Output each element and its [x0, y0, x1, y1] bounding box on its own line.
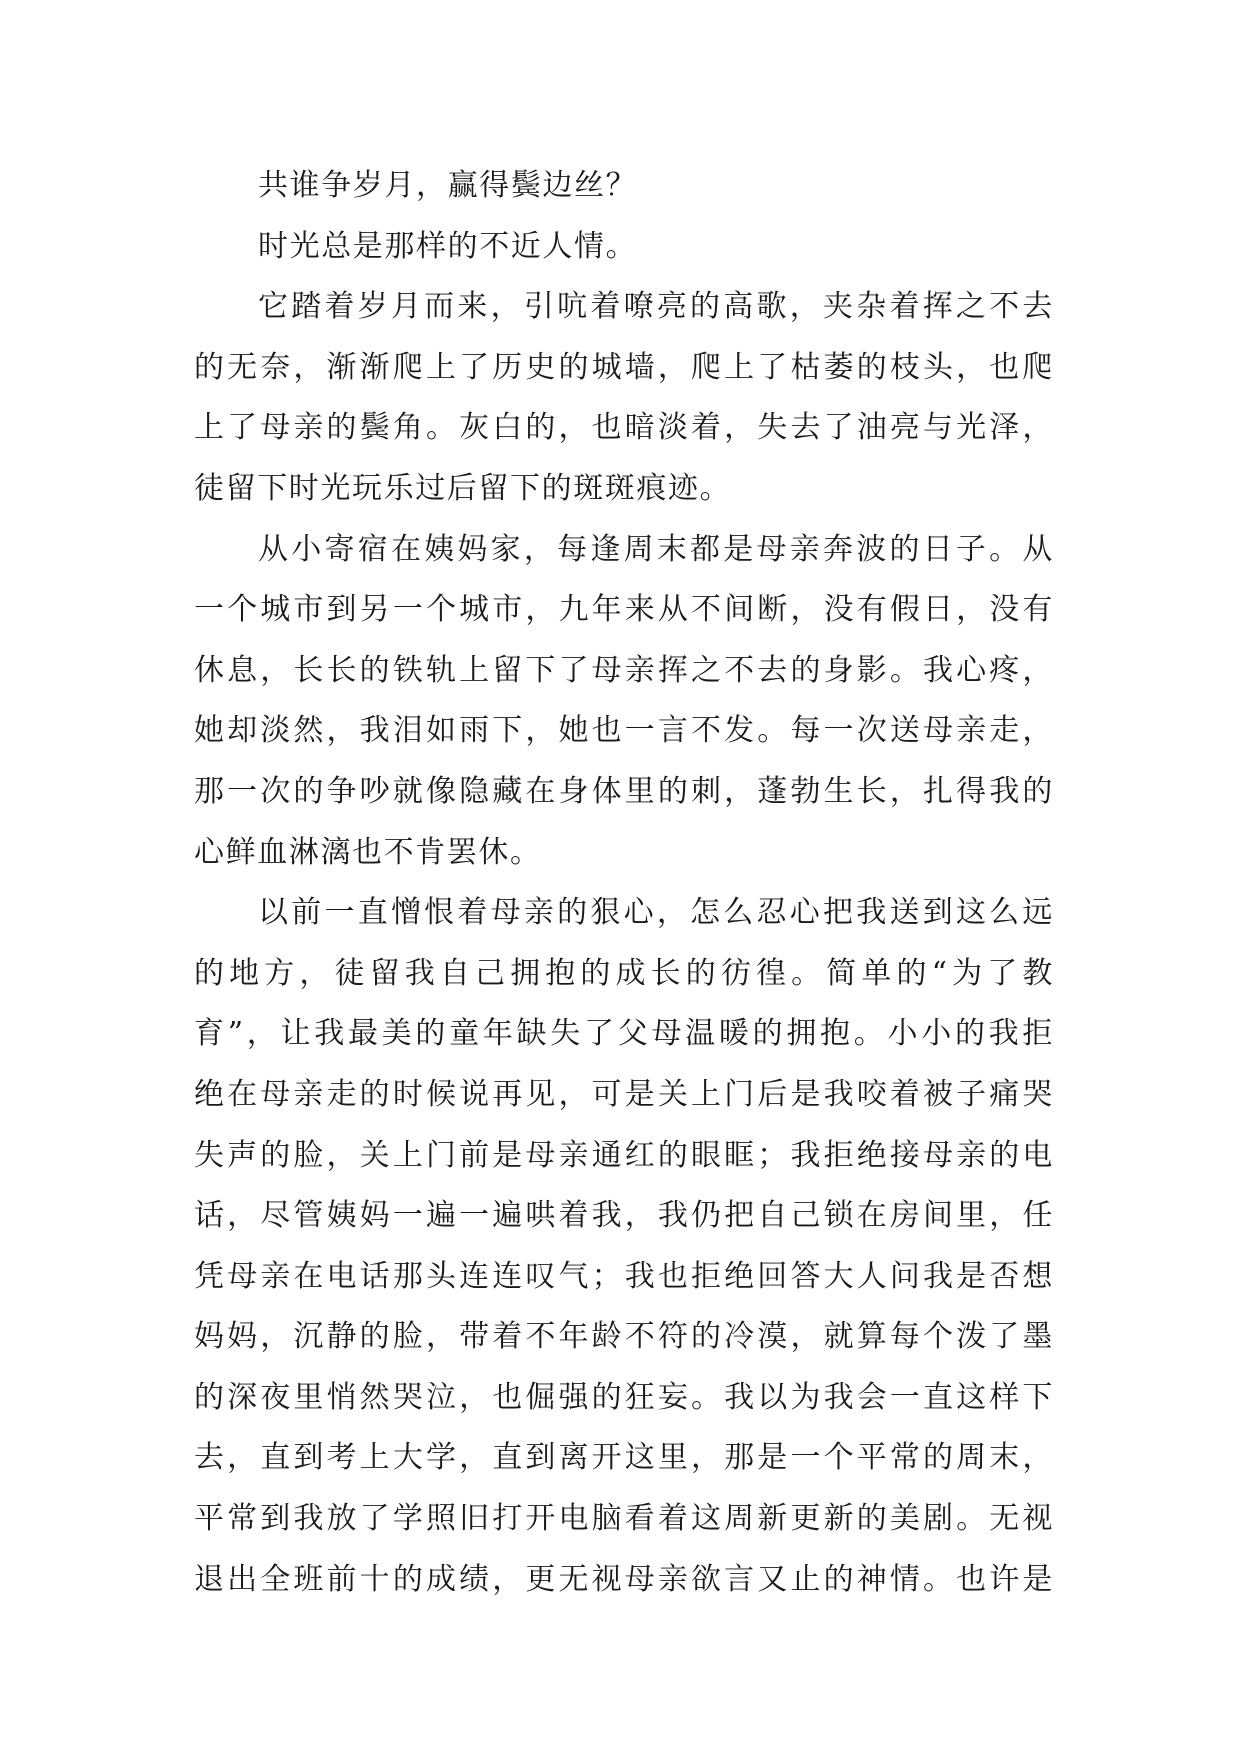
text-line: 育”，让我最美的童年缺失了父母温暖的拥抱。小小的我拒	[194, 1016, 1054, 1052]
paragraph-2	[194, 217, 1054, 278]
text-line: 平常到我放了学照旧打开电脑看着这周新更新的美剧。无视	[194, 1501, 1054, 1537]
text-line: 话，尽管姨妈一遍一遍哄着我，我仍把自己锁在房间里，任	[194, 1198, 1054, 1234]
text-line: 绝在母亲走的时候说再见，可是关上门后是我咬着被子痛哭	[194, 1076, 1054, 1112]
text-line: 她却淡然，我泪如雨下，她也一言不发。每一次送母亲走，	[194, 713, 1054, 749]
text-line: 的无奈，渐渐爬上了历史的城墙，爬上了枯萎的枝头，也爬	[194, 349, 1054, 385]
text-line: 凭母亲在电话那头连连叹气；我也拒绝回答大人问我是否想	[194, 1258, 1054, 1294]
text-line: 以前一直憎恨着母亲的狠心，怎么忍心把我送到这么远	[258, 895, 1054, 931]
text-line: 从小寄宿在姨妈家，每逢周末都是母亲奔波的日子。从	[258, 531, 1054, 567]
paragraph-4	[194, 520, 1054, 884]
text-line: 时光总是那样的不近人情。	[258, 228, 638, 264]
paragraph-1	[194, 156, 1054, 217]
paragraph-3	[194, 277, 1054, 519]
text-line: 上了母亲的鬓角。灰白的，也暗淡着，失去了油亮与光泽，	[194, 410, 1054, 446]
text-line: 的深夜里悄然哭泣，也倔强的狂妄。我以为我会一直这样下	[194, 1379, 1054, 1415]
text-line: 休息，长长的铁轨上留下了母亲挥之不去的身影。我心疼，	[194, 652, 1054, 688]
text-line: 共谁争岁月，赢得鬓边丝？	[258, 168, 638, 203]
document-body	[194, 156, 1054, 1610]
text-line: 去，直到考上大学，直到离开这里，那是一个平常的周末，	[194, 1440, 1054, 1476]
text-line: 退出全班前十的成绩，更无视母亲欲言又止的神情。也许是	[194, 1561, 1054, 1597]
text-line: 妈妈，沉静的脸，带着不年龄不符的冷漠，就算每个泼了墨	[194, 1319, 1054, 1355]
text-line: 它踏着岁月而来，引吭着嘹亮的高歌，夹杂着挥之不去	[258, 289, 1054, 325]
text-line: 失声的脸，关上门前是母亲通红的眼眶；我拒绝接母亲的电	[194, 1137, 1054, 1173]
text-line: 一个城市到另一个城市，九年来从不间断，没有假日，没有	[194, 592, 1054, 628]
text-line: 心鲜血淋漓也不肯罢休。	[194, 834, 542, 870]
text-line: 的地方，徒留我自己拥抱的成长的彷徨。简单的“为了教	[194, 955, 1054, 991]
text-line: 徒留下时光玩乐过后留下的斑斑痕迹。	[194, 470, 732, 506]
text-line: 那一次的争吵就像隐藏在身体里的刺，蓬勃生长，扎得我的	[194, 773, 1054, 809]
paragraph-5	[194, 883, 1054, 1610]
